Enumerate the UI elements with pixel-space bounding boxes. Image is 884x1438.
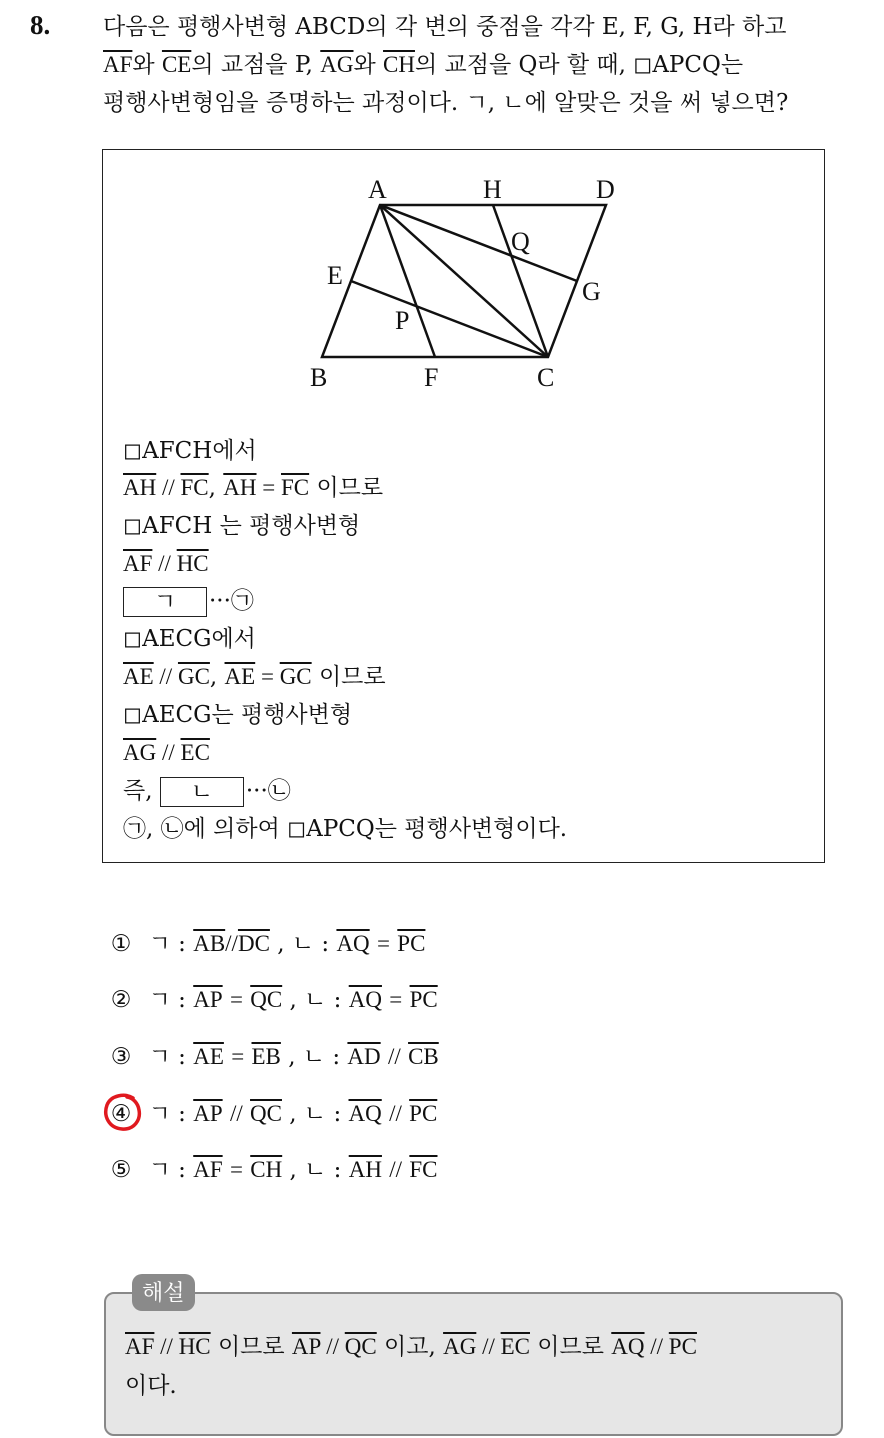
giyeok-label: ㄱ : [148,931,186,957]
seg: $\overline{QC}$ [250,1101,282,1126]
giyeok-label: ㄱ : [148,1044,186,1070]
nieun-label: ㄴ : [291,931,330,957]
seg: $\overline{AD}$ [347,1044,381,1069]
nieun-label: ㄴ : [303,1101,342,1127]
seg: $\overline{EC}$ [500,1334,530,1359]
seg: $\overline{FC}$ [281,475,310,500]
seg: $\overline{AE}$ [193,1044,224,1069]
op: // [387,1044,401,1069]
seg: $\overline{EC}$ [180,740,210,765]
label-f: F [424,363,439,392]
seg: $\overline{DC}$ [237,931,270,956]
text: 와 [132,52,162,78]
sep: , [288,1044,296,1070]
op: // [154,1334,179,1359]
op: // [152,551,177,576]
option-number: ⑤ [110,1157,132,1183]
option-1[interactable] [108,930,425,958]
option-number: ② [110,987,132,1013]
seg: $\overline{AQ}$ [611,1334,645,1359]
text: 이므로 [530,1334,612,1360]
proof-line-7 [123,663,386,691]
label-e: E [327,261,343,290]
op: // [320,1334,345,1359]
op: = [229,987,243,1012]
op: // [389,1101,402,1126]
op: // [153,664,178,689]
segment-ce-line [351,281,548,357]
question-line-1: 다음은 평행사변형 ABCD의 각 변의 중점을 각각 E, F, G, H라 하고 [103,14,787,40]
seg: $\overline{AP}$ [193,1101,223,1126]
seg: $\overline{FC}$ [409,1157,438,1182]
text: 즉, [123,778,160,804]
nieun-label: ㄴ : [302,1044,341,1070]
blank-box-2: ㄴ [160,777,244,807]
seg: $\overline{CB}$ [408,1044,439,1069]
blank-box-1: ㄱ [123,587,207,617]
text: 의 교점을 Q라 할 때, ◻APCQ는 [414,52,744,78]
sep: , [277,931,285,957]
option-4[interactable] [108,1100,437,1128]
seg: $\overline{GC}$ [177,664,210,689]
label-b: B [310,363,328,392]
label-h: H [483,175,502,204]
proof-line-3: ◻AFCH 는 평행사변형 [123,513,361,539]
seg: $\overline{HC}$ [178,1334,211,1359]
label-p: P [395,306,410,335]
answer-circle-mark [103,1092,143,1132]
op: = [389,987,403,1012]
seg: $\overline{AB}$ [193,931,226,956]
op: = [229,1157,243,1182]
seg: $\overline{HC}$ [176,551,209,576]
text: 이므로 [210,1334,292,1360]
seg: $\overline{AG}$ [443,1334,477,1359]
seg: $\overline{AF}$ [125,1334,155,1359]
explanation-line-2: 이다. [125,1373,177,1399]
segment-ag-line [380,205,577,281]
seg: $\overline{AP}$ [193,987,223,1012]
seg: $\overline{AE}$ [224,664,256,689]
option-5[interactable] [108,1156,438,1184]
segment-ce: $\overline{CE}$ [161,52,192,77]
giyeok-label: ㄱ : [148,1101,186,1127]
label-a: A [368,175,387,204]
giyeok-label: ㄱ : [148,987,186,1013]
op: // [644,1334,669,1359]
proof-line-5 [123,587,254,617]
sep: , [289,987,297,1013]
label-c: C [537,363,555,392]
seg: $\overline{AE}$ [123,664,154,689]
parallelogram-figure [0,0,884,420]
text: 이고, [376,1334,444,1360]
ref-1: ···㉠ [209,588,254,614]
seg: $\overline{QC}$ [250,987,283,1012]
label-q: Q [511,227,530,256]
op: = [256,475,281,500]
seg: $\overline{QC}$ [344,1334,377,1359]
seg: $\overline{PC}$ [409,987,438,1012]
option-number: ③ [110,1044,132,1070]
seg: $\overline{CH}$ [250,1157,283,1182]
explanation-line-1 [125,1333,697,1361]
seg: $\overline{EB}$ [251,1044,281,1069]
seg: $\overline{PC}$ [409,1101,438,1126]
nieun-label: ㄴ : [304,1157,342,1183]
option-3[interactable] [108,1043,439,1071]
question-line-3: 평행사변형임을 증명하는 과정이다. ㄱ, ㄴ에 알맞은 것을 써 넣으면? [103,90,789,116]
proof-line-8: ◻AECG는 평행사변형 [123,702,353,728]
op: // [156,740,181,765]
proof-line-9 [123,739,210,767]
seg: $\overline{AH}$ [123,475,157,500]
proof-line-1: ◻AFCH에서 [123,438,257,464]
op: = [231,1044,245,1069]
sep: , [289,1157,297,1183]
explanation-box [104,1292,843,1436]
segment-ag: $\overline{AG}$ [320,52,354,77]
sep: , [289,1101,297,1127]
red-circle [106,1095,140,1129]
text: 이므로 [311,664,386,690]
ref-2: ···㉡ [245,778,291,804]
question-number: 8. [30,10,51,40]
op: = [376,931,390,956]
proof-line-4 [123,550,209,578]
seg: $\overline{AP}$ [291,1334,321,1359]
op: , [209,664,225,690]
segment-ch: $\overline{CH}$ [383,52,415,77]
label-g: G [582,277,601,306]
text: 와 [353,52,384,78]
seg: $\overline{AH}$ [223,475,257,500]
op: // [229,1101,243,1126]
seg: $\overline{AF}$ [123,551,153,576]
op: = [255,664,280,689]
seg: $\overline{AQ}$ [336,931,370,956]
explanation-tag: 해설 [132,1274,195,1311]
seg: $\overline{AQ}$ [348,1101,382,1126]
op: , [208,475,224,501]
text: 이므로 [309,475,384,501]
op: // [476,1334,501,1359]
giyeok-label: ㄱ : [148,1157,186,1183]
proof-line-6: ◻AECG에서 [123,626,256,652]
proof-line-2 [123,474,383,502]
option-2[interactable] [108,986,438,1014]
proof-line-11: ㉠, ㉡에 의하여 ◻APCQ는 평행사변형이다. [123,816,568,842]
text: 의 교점을 P, [191,52,321,78]
nieun-label: ㄴ : [304,987,342,1013]
option-number: ④ [110,1101,132,1127]
segment-af: $\overline{AF}$ [103,52,133,77]
option-number: ① [110,931,132,957]
seg: $\overline{AF}$ [193,1157,223,1182]
seg: $\overline{PC}$ [668,1334,697,1359]
op: // [156,475,181,500]
label-d: D [596,175,615,204]
seg: $\overline{GC}$ [279,664,312,689]
seg: $\overline{FC}$ [180,475,209,500]
seg: $\overline{AQ}$ [348,987,382,1012]
op: // [225,931,238,956]
op: // [389,1157,403,1182]
proof-line-10 [123,777,291,807]
seg: $\overline{AG}$ [123,740,157,765]
seg: $\overline{PC}$ [397,931,426,956]
seg: $\overline{AH}$ [348,1157,382,1182]
